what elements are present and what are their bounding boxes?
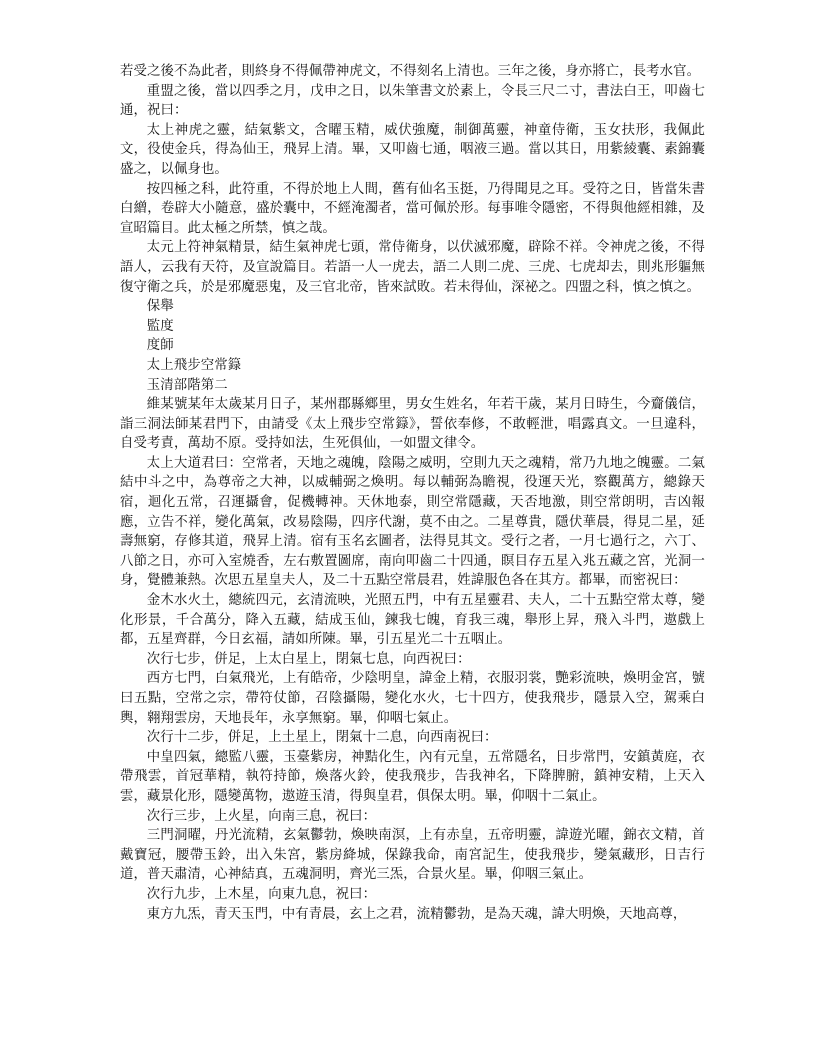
step-instruction: 次行十二步，併足，上土星上，閉氣十二息，向西南祝曰： [146,730,498,746]
step-instruction: 次行九步，上木星，向東九息，祝曰： [146,886,377,902]
incantation-paragraph: 西方七門，白氣飛光，上有皓帝，少陰明皇，諱金上精，衣服羽裳，艷彩流映，煥明金宮，號曰五點，空常之宗，帶符仗節，召陰攝陽，變化水火，七十四方，使我飛步，隱景入空，駕乘白輿，翱翔雲房，天地長年，永享無窮。畢，仰咽七氣止。 [120,671,705,726]
paragraph: 太上神虎之靈，結氣紫文，含曜玉精，威伏強魔，制御萬靈，神童侍衛，玉女扶形，我佩此文，役使金兵，得為仙王，飛昇上清。畢，又叩齒七通，咽液三過。當以其日，用紫綾囊、素錦囊盛之，以佩身也。 [120,122,705,177]
section-title: 太上飛步空常籙 [146,357,242,373]
paragraph: 重盟之後，當以四季之月，戊申之日，以朱筆書文於素上，令長三尺二寸，書法白王，叩齒七通，祝曰： [120,83,705,119]
step-instruction: 次行三步，上火星，向南三息，祝曰： [146,808,377,824]
register-heading: 度師 [146,338,174,354]
incantation-paragraph: 東方九炁，青天玉門，中有青晨，玄上之君，流精鬱勃，是為天魂，諱大明煥，天地高尊， [146,906,687,922]
incantation-paragraph: 中皇四氣，總監八靈，玉臺紫房，神黠化生，內有元皇，五常隱名，日步常門，安鎮黃庭，衣帶飛雲，首冠華精，執符持節，煥落火鈴，使我飛步，告我神名，下降脾腑，鎮神安精，上天入雲，藏景化形，隱變萬物，遨遊玉清，得與皇君，俱保太明。畢，仰咽十二氣止。 [120,749,705,804]
register-heading: 保舉 [146,299,174,315]
incantation-paragraph: 金木水火土，總統四元，玄清流映，光照五門，中有五星靈君、夫人，二十五點空常太尊，變化形景，千合萬分，降入五藏，結成玉仙，鍊我七魄，育我三魂，舉形上昇，飛入斗門，遨戲上都，五星齊群，今日玄福，請如所陳。畢，引五星光二十五咽止。 [120,593,705,648]
paragraph: 若受之後不為此者，則終身不得佩帶神虎文，不得刻名上清也。三年之後，身亦將亡，長考水官。 [120,64,701,79]
step-instruction: 次行七步，併足，上太白星上，閉氣七息，向西祝曰： [146,651,471,667]
paragraph: 維某號某年太歲某月日子，某州郡縣鄉里，男女生姓名，年若干歲，某月日時生，今齎儀信，詣三洞法師某君門下，由請受《太上飛步空常籙》，誓依奉修，不敢輕泄，唱露真文。一旦違科，自受考責，萬劫不原。受持如法，生死俱仙，一如盟文律令。 [120,397,705,452]
paragraph: 按四極之科，此符重，不得於地上人間，舊有仙名玉挺，乃得聞見之耳。受符之日，皆當朱書白繒，卷辟大小隨意，盛於囊中，不經淹濁者，當可佩於形。每事唯令隱密，不得與他經相雜，及宣昭篇目。此太極之所禁，慎之哉。 [120,181,705,236]
section-subtitle: 玉清部階第二 [146,377,228,393]
paragraph: 太元上符神氣精景，結生氣神虎七頭，常侍衛身，以伏滅邪魔，辟除不祥。令神虎之後，不得語人，云我有天符，及宣說篇目。若語一人一虎去，語二人則二虎、三虎、七虎却去，則兆形軀無復守衛之兵，於是邪魔惡鬼，及三官北帝，皆來試敗。若未得仙，深祕之。四盟之科，慎之慎之。 [120,240,705,295]
paragraph: 太上大道君曰：空常者，天地之魂魄，陰陽之威明，空則九天之魂精，常乃九地之魄靈。二氣結中斗之中，為尊帝之大神，以威輔弼之煥明。每以輔弼為瞻視，役運天光，察觀萬方，總錄天宿，迴化五常，召運攝會，促機轉神。天休地泰，則空常隱藏，天否地激，則空常朗明，吉凶報應，立告不祥，變化萬氣，改易陰陽，四序代謝，莫不由之。二星尊貴，隱伏華晨，得見二星，延壽無窮，存修其道，飛昇上清。宿有玉名玄圖者，法得見其文。受行之者，一月七過行之，六丁、八節之日，亦可入室燒香，左右敷置圖席，南向叩齒二十四通，瞑目存五星入兆五藏之宮，光洞一身，覺體兼熱。次思五星皇夫人，及二十五點空常晨君，姓諱服色各在其方。都畢，而密祝曰： [120,455,705,589]
document-body [120,62,705,924]
incantation-paragraph: 三門洞曜，丹光流精，玄氣鬱勃，煥映南溟，上有赤皇，五帝明靈，諱遊光曜，錦衣文精，首戴寶冠，腰帶玉鈴，出入朱宮，紫房絳城，保錄我命，南宮記生，使我飛步，變氣藏形，日吉行道，普天肅清，心神結真，五魂洞明，齊光三炁，合景火星。畢，仰咽三氣止。 [120,828,705,883]
register-heading: 監度 [146,318,174,334]
